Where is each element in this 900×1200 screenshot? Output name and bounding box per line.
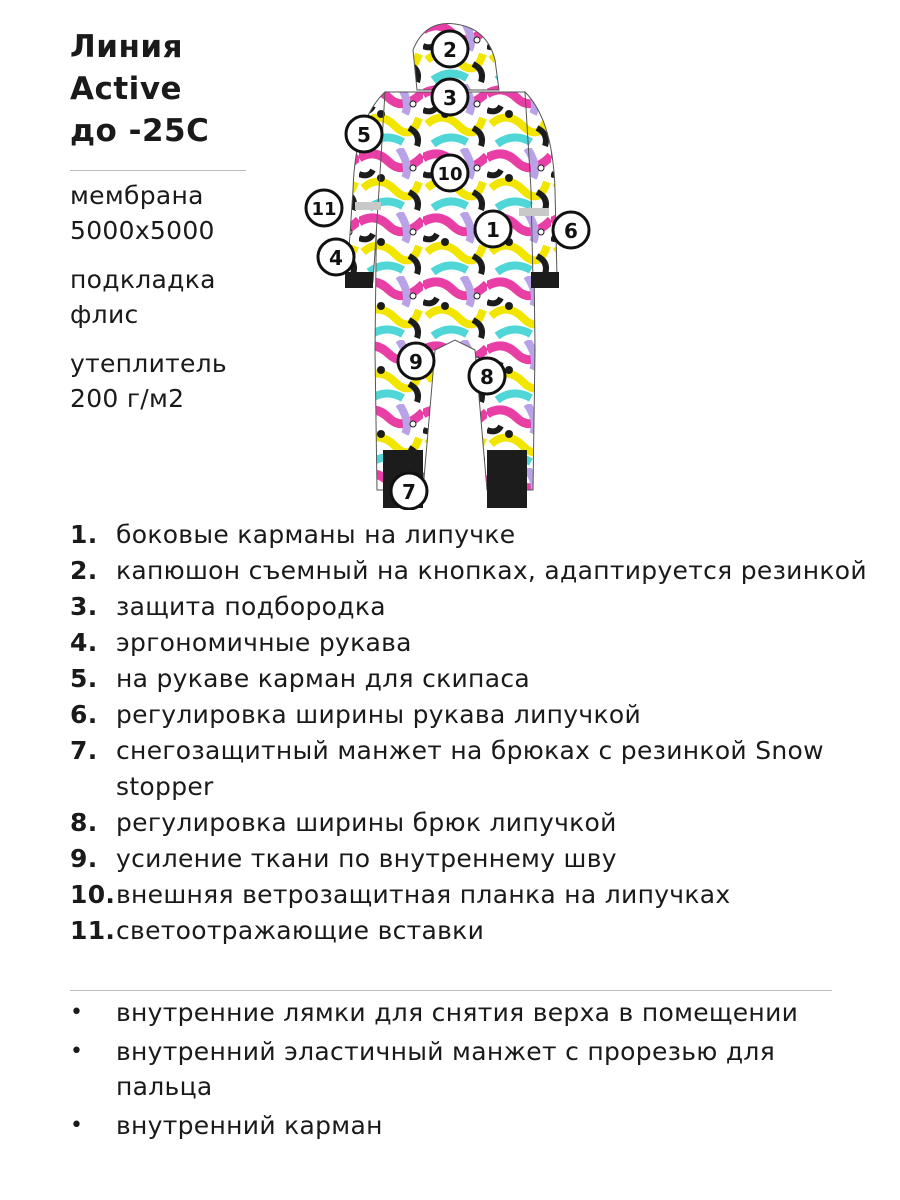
- feature-text: регулировка ширины брюк липучкой: [116, 808, 617, 837]
- feature-list: [70, 517, 870, 949]
- spec-insulation: [70, 346, 270, 416]
- callout-label-10: 10: [437, 164, 463, 185]
- spec-insulation-value: 200 г/м2: [70, 384, 185, 413]
- overall-suit-illustration: [295, 20, 615, 510]
- feature-number: 11.: [70, 916, 116, 945]
- feature-number: 1.: [70, 520, 98, 549]
- feature-text: регулировка ширины рукава липучкой: [116, 700, 642, 729]
- extra-item-1: [70, 995, 870, 1030]
- suit-reflective-right: [519, 208, 549, 216]
- title-line-1: Линия: [70, 29, 184, 65]
- suit-left-cuff: [345, 272, 373, 288]
- callout-marker-7: [391, 473, 427, 509]
- feature-text: снегозащитный манжет на брюках с резинкой Snow stopper: [116, 736, 824, 801]
- suit-body: [375, 92, 535, 490]
- feature-item-11: [70, 913, 870, 949]
- callout-label-1: 1: [486, 218, 500, 242]
- feature-number: 5.: [70, 664, 98, 693]
- callout-label-9: 9: [409, 350, 423, 374]
- feature-item-8: [70, 805, 870, 841]
- spec-lining-value: флис: [70, 300, 139, 329]
- callout-label-5: 5: [357, 123, 371, 147]
- callout-marker-1: [475, 211, 511, 247]
- divider-top: [70, 170, 246, 171]
- callout-marker-11: [306, 190, 342, 226]
- divider-bottom: [70, 990, 832, 991]
- feature-item-7: [70, 733, 870, 805]
- spec-membrane-value: 5000х5000: [70, 216, 215, 245]
- spec-lining: [70, 262, 270, 332]
- spec-membrane-label: мембрана: [70, 181, 204, 210]
- feature-item-2: [70, 553, 870, 589]
- feature-number: 10.: [70, 880, 116, 909]
- callout-marker-5: [346, 116, 382, 152]
- callout-marker-9: [398, 343, 434, 379]
- spec-membrane: [70, 178, 270, 248]
- callout-label-7: 7: [402, 480, 416, 504]
- callout-label-8: 8: [480, 365, 494, 389]
- feature-text: эргономичные рукава: [116, 628, 412, 657]
- feature-item-6: [70, 697, 870, 733]
- feature-item-3: [70, 589, 870, 625]
- extra-features-list: [70, 995, 870, 1147]
- callout-marker-4: [318, 239, 354, 275]
- spec-insulation-label: утеплитель: [70, 349, 227, 378]
- title-line-2: Active: [70, 71, 183, 107]
- extra-text: внутренний эластичный манжет с прорезью для пальца: [116, 1037, 776, 1101]
- feature-text: светоотражающие вставки: [116, 916, 485, 945]
- feature-text: защита подбородка: [116, 592, 386, 621]
- callout-marker-10: [432, 155, 468, 191]
- callout-marker-2: [432, 31, 468, 67]
- feature-number: 4.: [70, 628, 98, 657]
- callout-label-2: 2: [443, 38, 457, 62]
- suit-right-cuff: [531, 272, 559, 288]
- callout-marker-3: [432, 79, 468, 115]
- suit-reflective-left: [355, 202, 381, 210]
- callout-marker-8: [469, 358, 505, 394]
- product-line-title: [70, 26, 270, 152]
- feature-text: внешняя ветрозащитная планка на липучках: [116, 880, 731, 909]
- feature-text: боковые карманы на липучке: [116, 520, 516, 549]
- feature-number: 8.: [70, 808, 98, 837]
- feature-number: 9.: [70, 844, 98, 873]
- title-line-3: до -25С: [70, 113, 210, 149]
- feature-item-1: [70, 517, 870, 553]
- callout-label-4: 4: [329, 246, 343, 270]
- feature-item-5: [70, 661, 870, 697]
- suit-right-gaiter: [487, 450, 527, 508]
- extra-text: внутренний карман: [116, 1111, 383, 1140]
- bullet-marker: •: [70, 1039, 84, 1064]
- feature-number: 7.: [70, 736, 98, 765]
- feature-number: 3.: [70, 592, 98, 621]
- feature-number: 2.: [70, 556, 98, 585]
- extra-item-2: [70, 1034, 870, 1104]
- spec-lining-label: подкладка: [70, 265, 216, 294]
- callout-label-11: 11: [311, 199, 337, 220]
- feature-item-10: [70, 877, 870, 913]
- extra-text: внутренние лямки для снятия верха в помещении: [116, 998, 799, 1027]
- bullet-marker: •: [70, 1000, 84, 1025]
- feature-item-9: [70, 841, 870, 877]
- bullet-marker: •: [70, 1113, 84, 1138]
- callout-label-3: 3: [443, 86, 457, 110]
- feature-item-4: [70, 625, 870, 661]
- callout-label-6: 6: [564, 219, 578, 243]
- feature-text: усиление ткани по внутреннему шву: [116, 844, 617, 873]
- callout-marker-6: [553, 212, 589, 248]
- extra-item-3: [70, 1108, 870, 1143]
- feature-text: капюшон съемный на кнопках, адаптируется резинкой: [116, 556, 867, 585]
- feature-text: на рукаве карман для скипаса: [116, 664, 530, 693]
- feature-number: 6.: [70, 700, 98, 729]
